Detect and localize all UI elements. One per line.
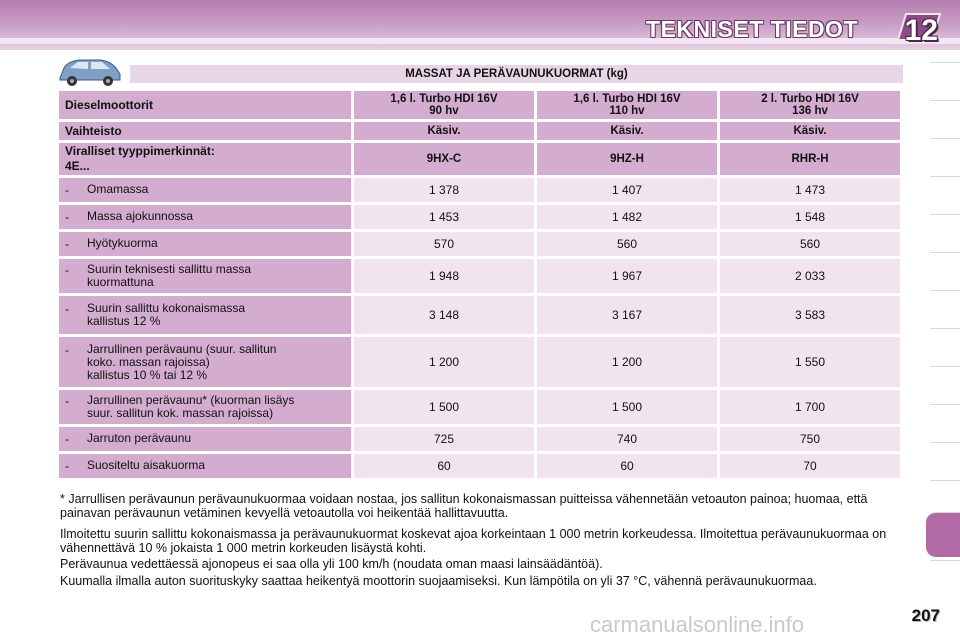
row-label bbox=[65, 459, 345, 473]
type-label-cell bbox=[59, 143, 351, 175]
row-label bbox=[65, 263, 345, 289]
row-label-text bbox=[87, 237, 158, 251]
value-cell: 570 bbox=[354, 232, 534, 256]
gearbox-label: Vaihteisto bbox=[59, 122, 351, 140]
row-label-line: Jarrullinen perävaunu* (kuorman lisäys bbox=[87, 393, 295, 407]
side-tab[interactable] bbox=[930, 214, 960, 245]
engine-header-cell bbox=[537, 91, 717, 119]
chapter-number: 12 bbox=[904, 14, 938, 47]
row-label bbox=[65, 302, 345, 328]
value-cell: 1 500 bbox=[354, 390, 534, 424]
gearbox-row bbox=[59, 122, 900, 140]
row-bullet: - bbox=[65, 459, 69, 473]
row-label-line: Suositeltu aisakuorma bbox=[87, 458, 206, 472]
gearbox-cell: Käsiv. bbox=[537, 122, 717, 140]
note-altitude: Ilmoitettu suurin sallittu kokonaismassa ja perävaunukuormat koskevat ajoa korkeintaan 1 000 metrin korkeudessa. Ilmoitettua perävaunukuormaa on vähennettävä 10 % jokaista 1 000 metrin korkeuden lisäystä kohti. bbox=[60, 527, 887, 555]
side-tab[interactable] bbox=[930, 290, 960, 321]
value-cell: 3 583 bbox=[720, 296, 900, 334]
engine-label: Dieselmoottorit bbox=[59, 91, 351, 119]
note-speed: Perävaunua vedettäessä ajonopeus ei saa olla yli 100 km/h (noudata oman maasi lainsäädäntöä). bbox=[60, 557, 603, 571]
value-cell: 60 bbox=[354, 454, 534, 478]
type-row bbox=[59, 143, 900, 175]
gearbox-cell: Käsiv. bbox=[354, 122, 534, 140]
type-cell: 9HX-C bbox=[354, 143, 534, 175]
side-tab[interactable] bbox=[930, 62, 960, 93]
watermark: carmanualsonline.info bbox=[590, 612, 805, 637]
side-chapter-tabs bbox=[924, 62, 960, 572]
value-cell: 2 033 bbox=[720, 259, 900, 293]
value-cell: 1 550 bbox=[720, 337, 900, 387]
engine-name: 2 l. Turbo HDI 16V bbox=[761, 93, 859, 105]
row-bullet: - bbox=[65, 183, 69, 197]
row-label bbox=[65, 183, 345, 197]
side-tab[interactable] bbox=[930, 404, 960, 435]
value-cell: 750 bbox=[720, 427, 900, 451]
row-label-line: Jarruton perävaunu bbox=[87, 431, 192, 445]
row-label-cell bbox=[59, 259, 351, 293]
value-cell: 1 967 bbox=[537, 259, 717, 293]
row-label-text bbox=[87, 210, 193, 224]
table-title: MASSAT JA PERÄVAUNUKUORMAT (kg) bbox=[130, 65, 903, 83]
row-bullet: - bbox=[65, 432, 69, 446]
row-label-line: Suurin sallittu kokonaismassa bbox=[87, 301, 246, 315]
row-bullet: - bbox=[65, 210, 69, 224]
row-label bbox=[65, 210, 345, 224]
side-tab-active[interactable] bbox=[926, 512, 960, 557]
value-cell: 1 482 bbox=[537, 205, 717, 229]
mass-table-body bbox=[59, 178, 900, 478]
table-row bbox=[59, 427, 900, 451]
row-label-text bbox=[87, 302, 245, 328]
row-label-text bbox=[87, 263, 251, 289]
row-label-cell bbox=[59, 454, 351, 478]
table-row bbox=[59, 454, 900, 478]
value-cell: 560 bbox=[537, 232, 717, 256]
row-label-text bbox=[87, 343, 276, 382]
engine-header-cell bbox=[354, 91, 534, 119]
value-cell: 1 378 bbox=[354, 178, 534, 202]
row-label bbox=[65, 237, 345, 251]
row-label-cell bbox=[59, 178, 351, 202]
gearbox-cell: Käsiv. bbox=[720, 122, 900, 140]
row-label bbox=[65, 432, 345, 446]
row-bullet: - bbox=[65, 302, 69, 316]
side-tab[interactable] bbox=[930, 560, 960, 591]
value-cell: 3 148 bbox=[354, 296, 534, 334]
row-bullet: - bbox=[65, 263, 69, 277]
note-temperature: Kuumalla ilmalla auton suorituskyky saattaa heikentyä moottorin suojaamiseksi. Kun lämpötila on yli 37 °C, vähennä perävaunukuormaa. bbox=[60, 574, 817, 588]
type-cell: RHR-H bbox=[720, 143, 900, 175]
row-label-cell bbox=[59, 427, 351, 451]
car-icon bbox=[56, 56, 124, 88]
table-row bbox=[59, 337, 900, 387]
value-cell: 3 167 bbox=[537, 296, 717, 334]
engine-name: 1,6 l. Turbo HDI 16V bbox=[573, 93, 681, 105]
row-label-cell bbox=[59, 390, 351, 424]
row-label-cell bbox=[59, 296, 351, 334]
engine-header-row bbox=[59, 91, 900, 119]
value-cell: 60 bbox=[537, 454, 717, 478]
engine-power: 90 hv bbox=[429, 105, 459, 117]
row-label-cell bbox=[59, 337, 351, 387]
row-label-cell bbox=[59, 205, 351, 229]
type-cell: 9HZ-H bbox=[537, 143, 717, 175]
row-label-cell bbox=[59, 232, 351, 256]
row-bullet: - bbox=[65, 394, 69, 408]
side-tab[interactable] bbox=[930, 442, 960, 473]
side-tab[interactable] bbox=[930, 366, 960, 397]
row-label bbox=[65, 343, 345, 382]
value-cell: 1 948 bbox=[354, 259, 534, 293]
engine-power: 110 hv bbox=[609, 105, 645, 117]
engine-name: 1,6 l. Turbo HDI 16V bbox=[390, 93, 498, 105]
table-row bbox=[59, 205, 900, 229]
row-label-line: Massa ajokunnossa bbox=[87, 209, 194, 223]
side-tab[interactable] bbox=[930, 328, 960, 359]
value-cell: 1 473 bbox=[720, 178, 900, 202]
page-header bbox=[0, 0, 960, 50]
row-label-line: Jarrullinen perävaunu (suur. sallitun bbox=[87, 341, 277, 356]
row-label-line: Hyötykuorma bbox=[87, 236, 158, 250]
row-label bbox=[65, 394, 345, 420]
table-row bbox=[59, 259, 900, 293]
row-label-text bbox=[87, 183, 148, 197]
side-tab[interactable] bbox=[930, 100, 960, 131]
footnote: * Jarrullisen perävaunun perävaunukuormaa voidaan nostaa, jos sallitun kokonaismassan puitteissa vähennetään vetoauton painoa; huomaa, että painavan perävaunun vetäminen kevyellä vetoautolla voi heikentää hallittavuutta. bbox=[60, 492, 868, 520]
value-cell: 740 bbox=[537, 427, 717, 451]
row-label-line: kuormattuna bbox=[87, 275, 154, 289]
value-cell: 560 bbox=[720, 232, 900, 256]
row-bullet: - bbox=[65, 342, 69, 357]
row-label-line: kallistus 10 % tai 12 % bbox=[87, 367, 208, 382]
side-tab[interactable] bbox=[930, 252, 960, 283]
value-cell: 1 500 bbox=[537, 390, 717, 424]
row-bullet: - bbox=[65, 237, 69, 251]
value-cell: 70 bbox=[720, 454, 900, 478]
side-tab[interactable] bbox=[930, 138, 960, 169]
type-label: Viralliset tyyppimerkinnät: bbox=[65, 144, 215, 158]
page-number: 207 bbox=[911, 606, 940, 625]
mass-table bbox=[56, 88, 903, 481]
value-cell: 1 453 bbox=[354, 205, 534, 229]
value-cell: 725 bbox=[354, 427, 534, 451]
row-label-line: kallistus 12 % bbox=[87, 314, 161, 328]
row-label-line: Suurin teknisesti sallittu massa bbox=[87, 262, 252, 276]
row-label-line: Omamassa bbox=[87, 182, 149, 196]
row-label-text bbox=[87, 459, 205, 473]
value-cell: 1 200 bbox=[354, 337, 534, 387]
table-row bbox=[59, 178, 900, 202]
table-row bbox=[59, 296, 900, 334]
engine-power: 136 hv bbox=[792, 105, 828, 117]
table-row bbox=[59, 232, 900, 256]
page-title: TEKNISET TIEDOT bbox=[646, 16, 858, 42]
value-cell: 1 407 bbox=[537, 178, 717, 202]
table-row bbox=[59, 390, 900, 424]
row-label-text bbox=[87, 432, 191, 446]
row-label-line: koko. massan rajoissa) bbox=[87, 354, 210, 369]
side-tab[interactable] bbox=[930, 480, 960, 511]
type-label-code: 4E... bbox=[65, 159, 90, 173]
engine-header-cell bbox=[720, 91, 900, 119]
side-tab[interactable] bbox=[930, 176, 960, 207]
value-cell: 1 548 bbox=[720, 205, 900, 229]
value-cell: 1 200 bbox=[537, 337, 717, 387]
row-label-line: suur. sallitun kok. massan rajoissa) bbox=[87, 406, 274, 420]
row-label-text bbox=[87, 394, 294, 420]
value-cell: 1 700 bbox=[720, 390, 900, 424]
